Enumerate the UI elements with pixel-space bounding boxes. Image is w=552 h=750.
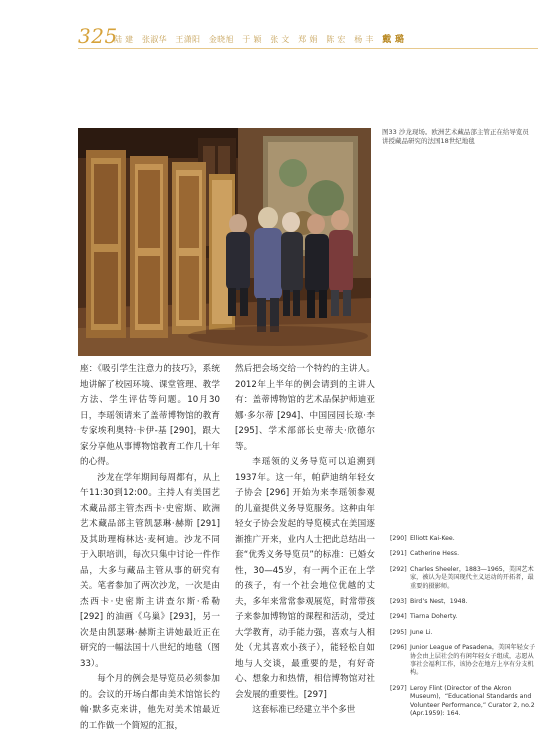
footnote — [390, 566, 538, 591]
header-author: 王潇阳 — [175, 35, 201, 44]
header-divider — [78, 48, 538, 49]
header-highlight-author: 戴 璐 — [382, 35, 405, 45]
paragraph: 李瑶领的义务导览可以追溯到1937年。这一年，帕萨迪纳年轻女子协会 [296] 开始为来李瑶领参观的儿童提供义务导览服务。这种由年轻女子协会发起的导览模式在美国逐渐推广开来，业内人士把此总结出一套“优秀义务导览员”的标准：已婚女性，30—45岁，有一两个正在上学的孩子，有一个社会地位优越的丈夫，多年来常常参观展览，时常带孩子来参加博物馆的课程和活动，受过大学教育，动手能力强，喜欢与人相处（尤其喜欢小孩子），能轻松自如地与人交谈，最重要的是，有好奇心、想象力和热情，相信博物馆对社会发展的重要性。[297] — [235, 457, 375, 700]
footnote-number: [294] — [390, 613, 407, 621]
paragraph: 然后把会场交给一个特约的主讲人。2012年上半年的例会请到的主讲人有：盖蒂博物馆的艺术品保护师迪亚娜·多尔蒂 [294]、中国园园长琼·李 [295]、学术部部长史蒂夫·欣德尔等。 — [235, 364, 375, 452]
header-author: 金晓旭 — [208, 35, 234, 44]
header-author: 于 颖 — [242, 35, 262, 44]
footnote-text: Leroy Flint (Director of the Akron Museum)，“Educational Standards and Volunteer Performance,” Curator 2, no.2 (Apr.1959): 164. — [410, 684, 535, 718]
footnote-number: [296] — [390, 644, 407, 652]
paragraph: 沙龙在学年期间每周都有，从上午11:30到12:00。主持人有美国艺术藏品部主管杰西卡·史密斯、欧洲艺术藏品部主管凯瑟琳·赫斯 [291] 及其助理梅林达·麦柯迪。沙龙不同于入职培训，每次只集中讨论一件作品，大多与藏品主管从事的研究有关。笔者参加了两次沙龙，一次是由杰西卡·史密斯主讲查尔斯·希勒 [292] 的油画《乌巢》[293]，另一次是由凯瑟琳·赫斯主讲她最近正在研究的一幅法国十八世纪的地毯（图33）。 — [80, 472, 220, 669]
gallery-photo — [78, 128, 371, 356]
figure-caption: 图33 沙龙现场。欧洲艺术藏品部主管正在给导览员讲授藏品研究的法国18世纪地毯 — [382, 128, 529, 145]
paragraph: 这套标准已经建立半个多世 — [252, 705, 356, 715]
footnote-number: [293] — [390, 598, 407, 606]
footnote-text: Elliott Kai-Kee. — [410, 535, 455, 542]
footnotes — [390, 535, 538, 726]
body-column-left — [80, 362, 220, 734]
footnote-number: [291] — [390, 550, 407, 558]
footnote — [390, 535, 538, 543]
footnote-number: [290] — [390, 535, 407, 542]
header-author-list — [114, 32, 404, 45]
header-author: 张淑华 — [141, 35, 167, 44]
footnote-text: Catherine Hess. — [410, 550, 460, 558]
body-column-right — [235, 362, 375, 719]
footnote-text: Bird’s Nest，1948. — [410, 598, 468, 606]
header-author: 杨 丰 — [354, 35, 374, 44]
footnote — [390, 550, 538, 558]
footnote-number: [297] — [390, 684, 407, 692]
header-author: 张 文 — [270, 35, 290, 44]
footnote-text: June Li. — [410, 628, 433, 636]
footnote-number: [295] — [390, 628, 407, 636]
footnote-text: Tiarna Doherty. — [410, 613, 458, 621]
paragraph: 座：《吸引学生注意力的技巧》，系统地讲解了校园环境、课堂管理、教学方法、学生评估等问题。10月30日，李瑶领请来了盖蒂博物馆的教育专家埃利奥特·卡伊-基 [290]，跟大家分享他从事博物馆教育工作几十年的心得。 — [80, 364, 220, 467]
footnote — [390, 629, 538, 637]
page-header — [78, 26, 538, 50]
footnote — [390, 685, 538, 719]
footnote — [390, 613, 538, 621]
paragraph: 每个月的例会是导览员必须参加的。会议的开场白都由美术馆馆长约翰·默多克来讲，他先对美术馆最近的工作做一个简短的汇报， — [80, 674, 220, 731]
header-author: 陆 建 — [114, 35, 134, 44]
footnote — [390, 644, 538, 678]
header-author: 陈 宏 — [326, 35, 346, 44]
footnote-text: Charles Sheeler，1883—1965，美国艺术家，被认为是美国现代主义运动的开拓者，最重要的摄影师。 — [410, 565, 534, 590]
header-author: 郑 娟 — [298, 35, 318, 44]
footnote — [390, 598, 538, 606]
page-number: 325 — [78, 24, 118, 48]
footnote-number: [292] — [390, 565, 407, 573]
footnote-text: Junior League of Pasadena，美国年轻女子协会由上层社会的有闲年轻女子组成，志愿从事社会福利工作，该协会在地方上享有分支机构。 — [410, 644, 536, 677]
